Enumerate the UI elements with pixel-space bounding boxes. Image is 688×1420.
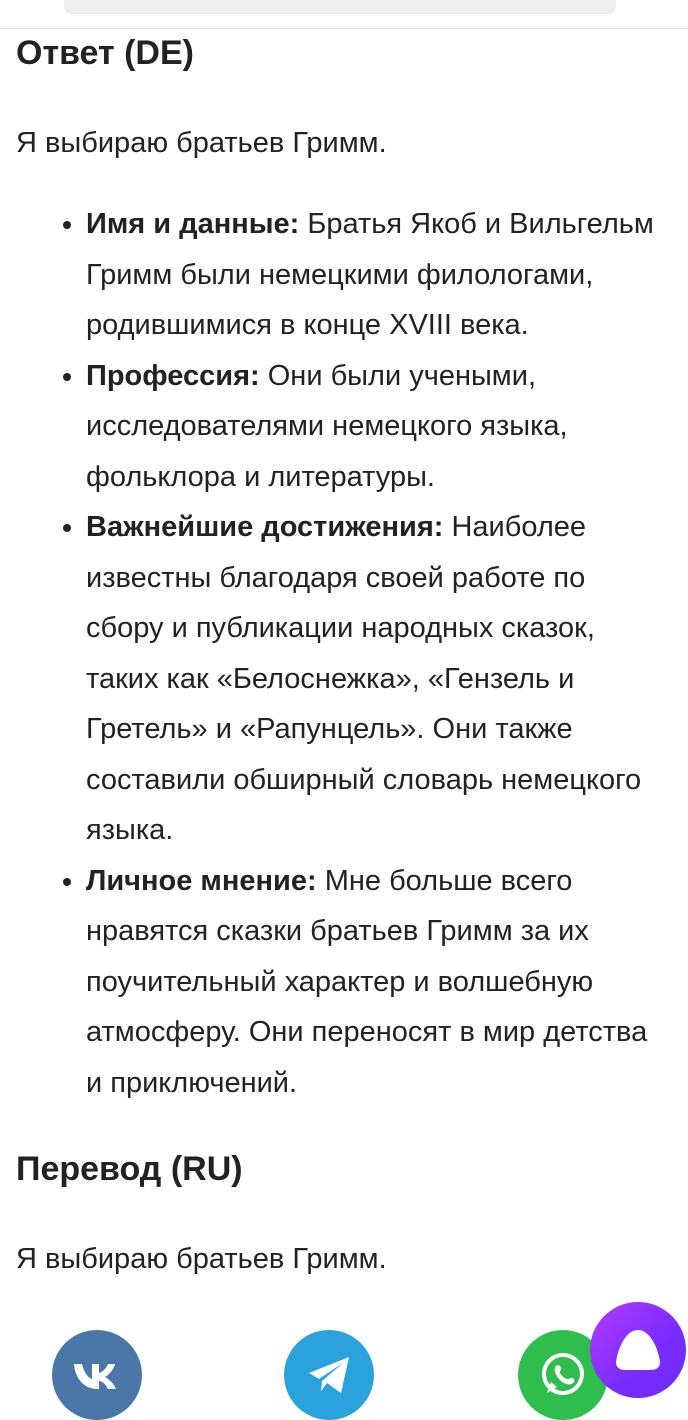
section-heading-de: Ответ (DE) <box>16 34 194 72</box>
top-bar <box>0 0 688 29</box>
list-item <box>86 351 656 503</box>
item-text: Братья Якоб и Вильгельм Гримм были немецкими филологами, родившимися в конце XVIII века. <box>86 208 654 341</box>
section-intro-ru: Я выбираю братьев Гримм. <box>16 1243 387 1275</box>
section-heading-ru: Перевод (RU) <box>16 1150 243 1188</box>
search-bar[interactable] <box>64 0 616 14</box>
item-label: Имя и данные: <box>86 208 300 240</box>
item-text: Они были учеными, исследователями немецкого языка, фольклора и литературы. <box>86 359 568 493</box>
item-label: Профессия: <box>86 359 260 392</box>
article-content <box>16 28 656 1284</box>
vk-share-button[interactable] <box>52 1330 142 1420</box>
item-label: Личное мнение: <box>86 864 317 897</box>
whatsapp-icon <box>537 1349 589 1401</box>
list-item <box>86 856 656 1109</box>
item-label: Важнейшие достижения: <box>86 511 444 543</box>
section-intro-de: Я выбираю братьев Гримм. <box>16 127 387 159</box>
telegram-share-button[interactable] <box>284 1330 374 1420</box>
item-text: Наиболее известны благодаря своей работе по сбору и публикации народных сказок, таких как «Белоснежка», «Гензель и Гретель» и «Рапунцель». Они также составили обширный словарь немецкого языка. <box>86 511 642 846</box>
bullet-list <box>16 199 656 1108</box>
list-item <box>86 502 656 856</box>
alice-icon <box>610 1326 666 1374</box>
voice-assistant-button[interactable] <box>590 1302 686 1398</box>
vk-icon <box>72 1360 122 1390</box>
item-text: Мне больше всего нравятся сказки братьев Гримм за их поучительный характер и волшебную атмосферу. Они переносят в мир детства и приключений. <box>86 864 648 1099</box>
telegram-icon <box>305 1355 353 1395</box>
list-item <box>86 199 656 351</box>
